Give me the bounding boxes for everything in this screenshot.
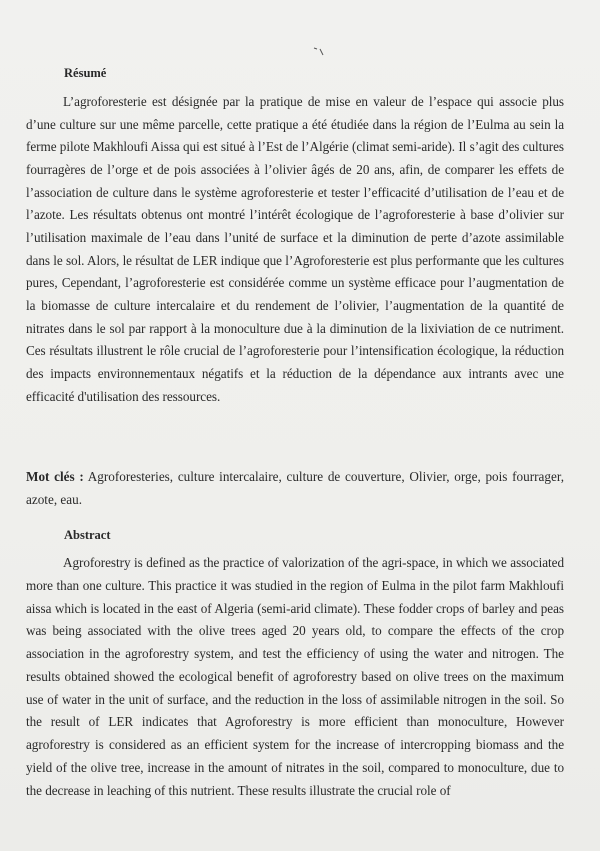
pen-mark (313, 46, 327, 58)
keywords-text: Agroforesteries, culture intercalaire, culture de couverture, Olivier, orge, pois fourrager, azote, eau. (26, 469, 564, 507)
keywords-label: Mot clés : (26, 469, 84, 484)
abstract-title: Abstract (64, 528, 111, 542)
keywords (26, 466, 564, 511)
resume-body: L’agroforesterie est désignée par la pratique de mise en valeur de l’espace qui associe plus d’une culture sur une même parcelle, cette pratique a été étudiée dans la région de l’Eulma au sein la ferme pilote Makhloufi Aissa qui est situé à l’Est de l’Algérie (climat semi-aride). Il s’agit des cultures fourragères de l’orge et de pois associées à l’olivier âgés de 20 ans, afin, de comparer les effets de l’association de culture dans le système agroforesterie et tester l’efficacité d’utilisation de l’eau et de l’azote. Les résultats obtenus ont montré l’intérêt écologique de l’agroforesterie à base d’olivier sur l’utilisation maximale de l’eau dans l’unité de surface et la diminution de perte d’azote assimilable dans le sol. Alors, le résultat de LER indique que l’Agroforesterie est plus performante que les cultures pures, Cependant, l’agroforesterie est considérée comme un système efficace pour l’augmentation de la biomasse de culture intercalaire et du rendement de l’olivier, l’augmentation de la quantité de nitrates dans le sol par rapport à la monoculture due à la diminution de la lixiviation de ce nutriment. Ces résultats illustrent le rôle crucial de l’agroforesterie pour l’intensification écologique, la réduction des impacts environnementaux négatifs et la réduction de la dépendance aux intrants avec une efficacité d'utilisation des ressources. (26, 94, 564, 404)
resume-title: Résumé (64, 66, 107, 80)
abstract-body: Agroforestry is defined as the practice of valorization of the agri-space, in which we associated more than one culture. This practice it was studied in the region of Eulma in the pilot farm Makhloufi aissa which is located in the east of Algeria (semi-arid climate). These fodder crops of barley and peas was being associated with the olive trees aged 20 years old, to compare the effects of the crop association in the agroforestry system, and test the efficiency of using the water and nitrogen. The results obtained showed the ecological benefit of agroforestry based on olive trees on the maximum use of water in the unit of surface, and the reduction in the loss of assimilable nitrogen in the soil. So the result of LER indicates that Agroforestry is more efficient than monoculture, However agroforestry is considered as an efficient system for the increase of intercropping biomass and the yield of the olive tree, increase in the amount of nitrates in the soil, compared to monoculture, due to the decrease in leaching of this nutrient. These results illustrate the crucial role of (26, 555, 564, 798)
